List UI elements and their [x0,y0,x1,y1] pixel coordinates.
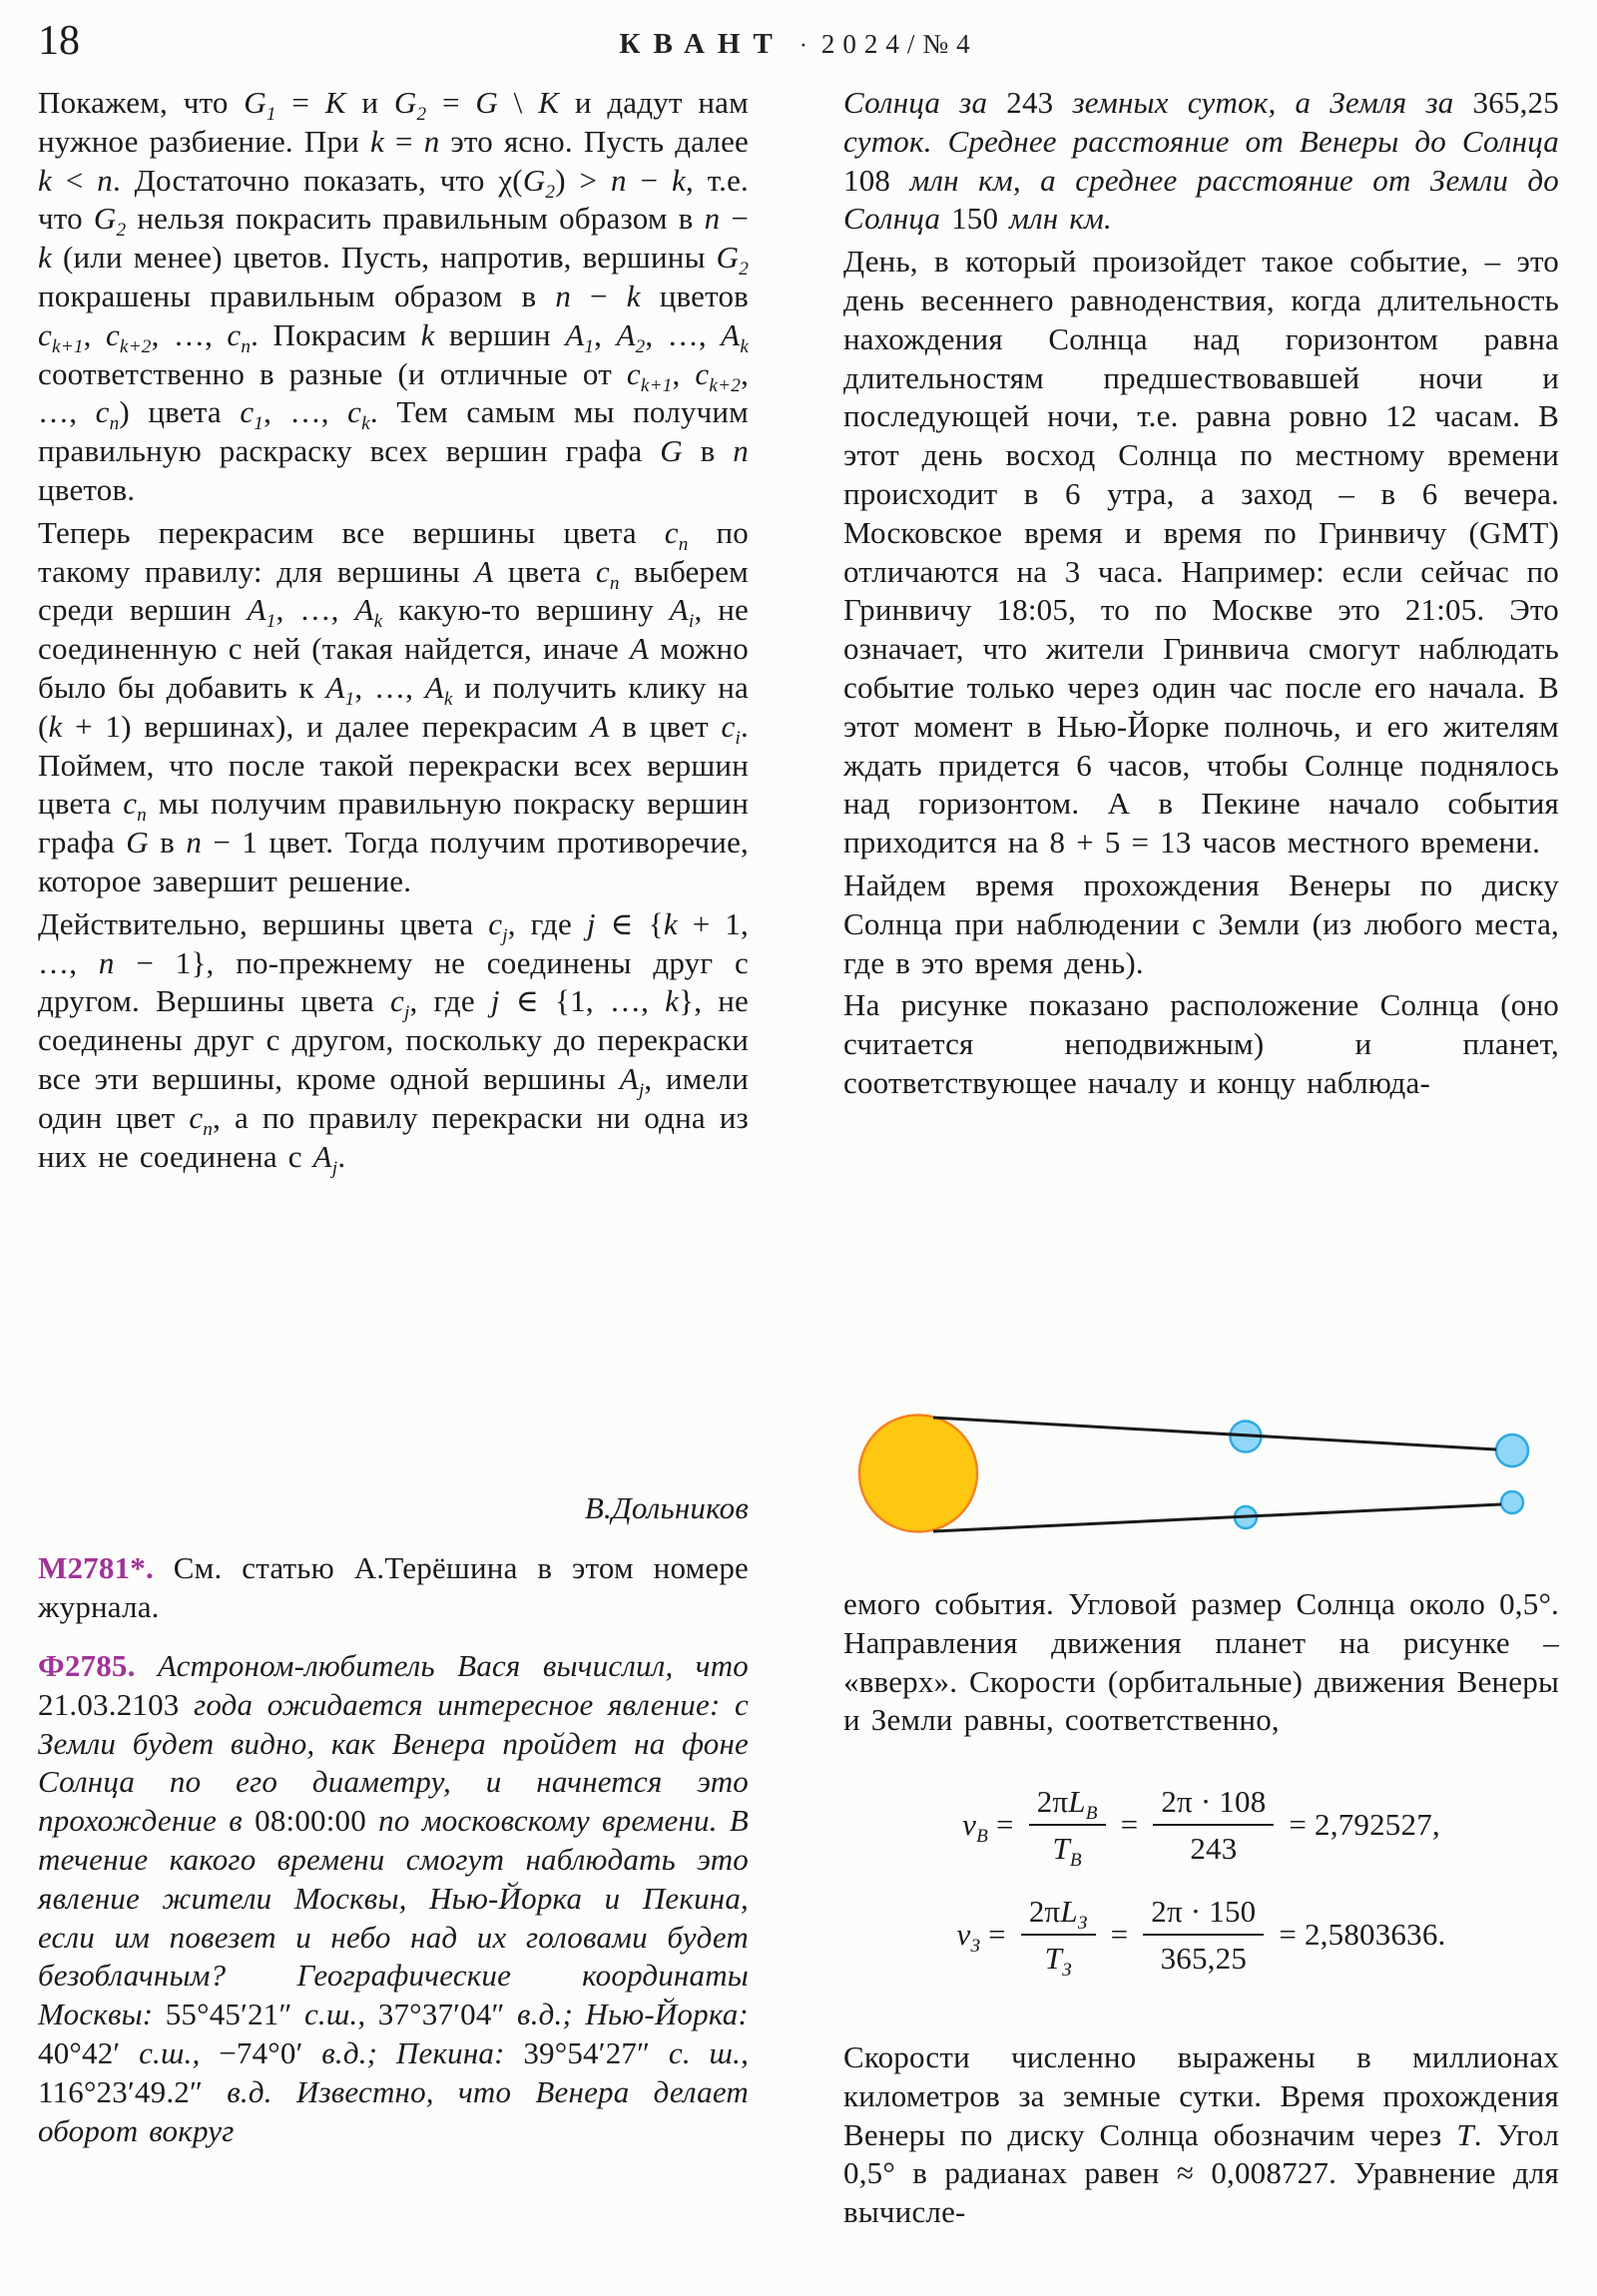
issue-number: 2024/№4 [820,29,978,59]
formula-venus-fraction-numeric: $\frac{2\pi \cdot 108}{243}$ [1153,1783,1274,1867]
sun [859,1416,977,1532]
angular-size-paragraph: емого события. Угловой размер Солнца около 0,5°. Направления движения планет на рисунке – «вверх». Скорости (орбитальные) движения Венеры и Земли равны, соответственно, [843,1586,1559,1738]
formula-venus-fraction-symbolic: $\frac{2\pi L_В}{T_В}$ [1029,1783,1106,1867]
problem-m2781 [38,1549,749,1631]
right-column-top [843,84,1559,1107]
proof-paragraph-1: Покажем, что $G_1 = K$ и $G_2 = G$ \ K и дадут нам нужное разбиение. При k = n это ясно. Пусть далее k < n. Достаточно показать, что $\chi(G_2) > n - k$, т.е. что $G_2$ нельзя покрасить правильным образом в n − k (или менее) цветов. Пусть, напротив, вершины $G_2$ покрашены правильным образом в n − k цветов $c_{k+1}$, $c_{k+2}$, …, $c_n$. Покрасим k вершин $A_1$, $A_2$, …, $A_k$ соответственно в разные (и отличные от $c_{k+1}$, $c_{k+2}$, …, $c_n$) цвета $c_1$, …, $c_k$. Тем самым мы получим правильную раскраску всех вершин графа G в n цветов. [38,85,750,507]
formula-venus-lhs: $v_В$ = [962,1806,1014,1847]
after-figure-paragraph [843,1585,1559,1744]
formula-earth-mid-equals: = [1110,1916,1129,1952]
solution-day-paragraph: День, в который произойдет такое событие, – это день весеннего равноденствия, когда длительность нахождения Солнца над горизонтом равна длительностям предшествовавшей ночи и последующей ночи, т.е. равна ровно 12 часам. В этот день восход Солнца по местному времени происходит в 6 утра, а заход – в 6 вечера. Московское время и время по Гринвичу (GMT) отличаются на 3 часа. Например: если сейчас по Гринвичу 18:05, то по Москве это 21:05. Это означает, что жители Гринвича смогут наблюдать событие только через один час после его начала. В этот момент в Нью-Йорке полночь, и его жителям ждать придется 6 часов, чтобы Солнце поднялось над горизонтом. А в Пекине начало события приходится на 8 + 5 = 13 часов местного времени. [843,244,1559,861]
problem-f2785 [38,1647,749,2154]
closing-paragraph-block [843,2038,1559,2236]
formula-earth-result: = 2,5803636. [1279,1916,1446,1952]
formula-venus-result: = 2,792527, [1289,1806,1440,1842]
proof-paragraph-2: Теперь перекрасим все вершины цвета $c_n$ по такому правилу: для вершины A цвета $c_n$ выберем среди вершин $A_1$, …, $A_k$ какую-то вершину $A_i$, не соединенную с ней (такая найдется, иначе A можно было бы добавить к $A_1$, …, $A_k$ и получить клику на (k + 1) вершинах), и далее перекрасим A в цвет $c_i$. Поймем, что после такой перекраски всех вершин цвета $c_n$ мы получим правильную покраску вершин графа G в n − 1 цвет. Тогда получим противоречие, которое завершит решение. [38,514,749,898]
formula-earth-lhs: $v_З$ = [956,1916,1006,1957]
proof-paragraph-3: Действительно, вершины цвета $c_j$, где j ∈ {k + 1, …, n − 1}, по-прежнему не соединены друг с другом. Вершины цвета $c_j$, где j ∈ {1, …, k}, не соединены друг с другом, поскольку до перекраски все эти вершины, кроме одной вершины $A_j$, имели один цвет $c_n$, а по правилу перекраски ни одна из них не соединена с $A_j$. [38,905,749,1179]
upper-sightline [933,1418,1496,1449]
formula-earth-speed [843,1893,1559,1982]
problem-f2785-continuation: Солнца за 243 земных суток, а Земля за 365,25 суток. Среднее расстояние от Венеры до Солнца 108 млн км, а среднее расстояние от Земли до Солнца 150 млн км. [843,85,1559,237]
closing-paragraph: Скорости численно выражены в миллионах километров за земные сутки. Время прохождения Венеры по диску Солнца обозначим через T. Угол 0,5° в радианах равен ≈ 0,008727. Уравнение для вычисле- [843,2039,1559,2230]
formula-earth-fraction-numeric: $\frac{2\pi \cdot 150}{365,25}$ [1143,1893,1264,1977]
formula-earth-fraction-symbolic: $\frac{2\pi L_З}{T_З}$ [1021,1893,1096,1977]
problem-f2785-paragraph [38,1647,749,2150]
transit-diagram-svg [843,1391,1559,1586]
lower-sightline [933,1504,1501,1531]
journal-title: КВАНТ [619,28,786,60]
problem-f2785-text: Астроном-любитель Вася вычислил, что 21.03.2103 года ожидается интересное явление: с Земли будет видно, как Венера пройдет на фоне Солнца по его диаметру, и начнется это прохождение в 08:00:00 по московскому времени. В течение какого времени смогут наблюдать это явление жители Москвы, Нью-Йорка и Пекина, если им повезет и небо над их головами будет безоблачным? Географические координаты Москвы: 55°45′21″ с.ш., 37°37′04″ в.д.; Нью-Йорка: 40°42′ с.ш., −74°0′ в.д.; Пекина: 39°54′27″ с. ш., 116°23′49.2″ в.д. Известно, что Венера делает оборот вокруг [38,1648,750,2148]
problem-m2781-text: См. статью А.Терёшина в этом номере журнала. [38,1550,750,1624]
header-separator: · [798,33,807,59]
page-number: 18 [38,18,80,64]
author-signature: В.Дольников [584,1490,749,1525]
problem-f2785-label: Ф2785. [38,1648,136,1683]
problem-m2781-paragraph [38,1549,749,1627]
figure-intro-paragraph: На рисунке показано расположение Солнца (оно считается неподвижным) и планет, соответствующее началу и концу наблюда- [843,987,1559,1100]
proof-text-block [38,84,749,1180]
formula-venus-speed [843,1783,1559,1872]
solution-find-paragraph: Найдем время прохождения Венеры по диску Солнца при наблюдении с Земли (из любого места, где в это время день). [843,866,1559,980]
transit-diagram [843,1391,1559,1586]
running-head [0,30,1597,59]
formula-venus-mid-equals: = [1120,1806,1139,1842]
speed-formulas [843,1783,1559,2003]
earth-position-start [1496,1435,1528,1466]
problem-m2781-label: М2781*. [38,1550,154,1585]
earth-position-end [1501,1491,1523,1513]
